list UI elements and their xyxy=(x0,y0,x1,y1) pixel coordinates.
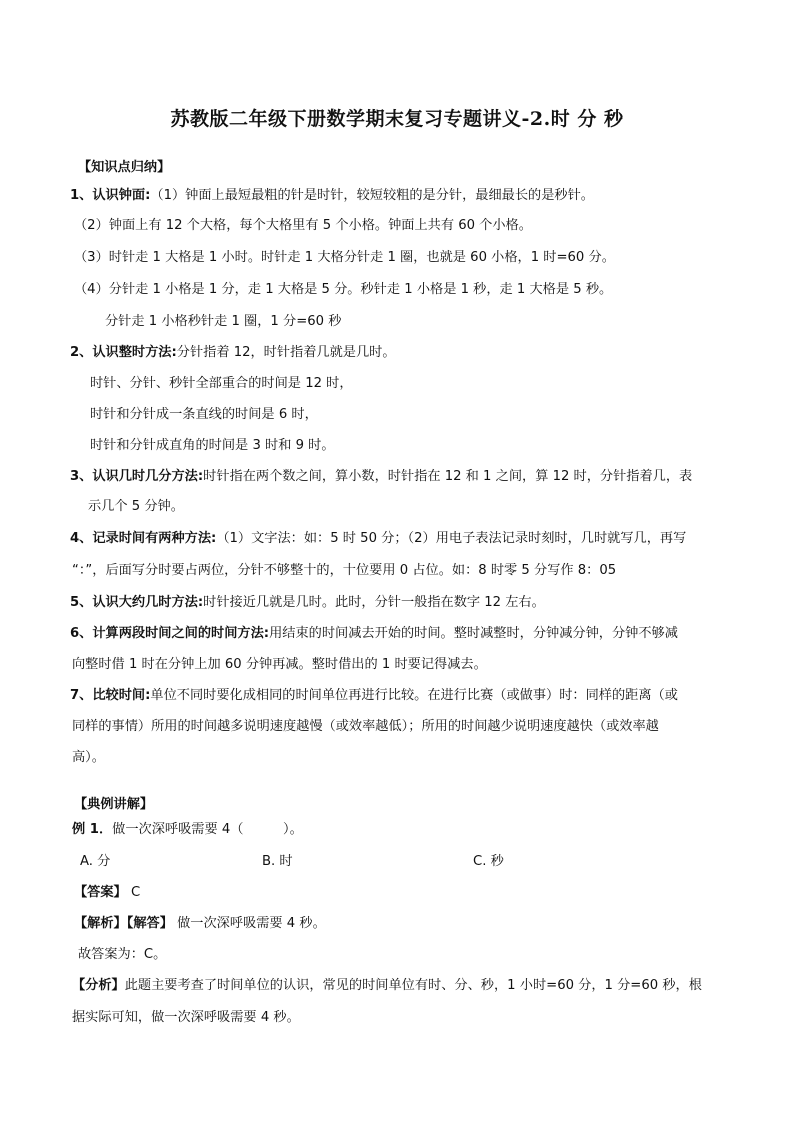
option-b: B. 时 xyxy=(262,854,293,869)
page-title: 苏教版二年级下册数学期末复习专题讲义-2.时 分 秒 xyxy=(170,108,624,130)
item-5-text: 时针接近几就是几时。此时，分针一般指在数字 12 左右。 xyxy=(203,595,545,610)
knowledge-item-1-5: 分针走 1 小格秒针走 1 圈，1 分=60 秒 xyxy=(105,314,342,329)
knowledge-item-2-1: 时针、分针、秒针全部重合的时间是 12 时， xyxy=(90,376,353,391)
conclusion-line: 故答案为：C。 xyxy=(78,947,167,962)
analysis-label: 【解析】【解答】 xyxy=(74,916,173,931)
knowledge-item-7 xyxy=(70,686,678,706)
item-4-text: （1）文字法：如：5 时 50 分；（2）用电子表法记录时刻时，几时就写几，再写 xyxy=(216,531,687,546)
knowledge-item-1-2: （2）钟面上有 12 个大格，每个大格里有 5 个小格。钟面上共有 60 个小格。 xyxy=(74,218,532,233)
fenxi-cont: 据实际可知，做一次深呼吸需要 4 秒。 xyxy=(72,1010,300,1025)
knowledge-item-2-2: 时针和分针成一条直线的时间是 6 时， xyxy=(90,407,318,422)
knowledge-item-1 xyxy=(70,186,594,206)
item-2-heading: 2、认识整时方法: xyxy=(70,345,177,360)
item-3-text: 时针指在两个数之间，算小数，时针指在 12 和 1 之间，算 12 时，分针指着几，表 xyxy=(203,469,693,484)
knowledge-item-4-cont: “：”，后面写分时要占两位，分针不够整十的，十位要用 0 占位。如：8 时零 5 分写作 8：05 xyxy=(72,563,617,578)
knowledge-item-1-3: （3）时针走 1 大格是 1 小时。时针走 1 大格分针走 1 圈，也就是 60 小格，1 时=60 分。 xyxy=(74,250,615,265)
knowledge-item-4 xyxy=(70,529,686,549)
knowledge-item-1-4: （4）分针走 1 小格是 1 分，走 1 大格是 5 分。秒针走 1 小格是 1 秒，走 1 大格是 5 秒。 xyxy=(74,282,613,297)
option-a: A. 分 xyxy=(80,854,111,869)
item-7-heading: 7、比较时间: xyxy=(70,688,151,703)
knowledge-item-7-cont2: 高）。 xyxy=(72,750,105,765)
section-examples-heading: 【典例讲解】 xyxy=(74,797,154,812)
analysis-text: 做一次深呼吸需要 4 秒。 xyxy=(177,916,326,931)
answer-line xyxy=(74,883,140,903)
item-5-heading: 5、认识大约几时方法: xyxy=(70,595,204,610)
item-1-text: （1）钟面上最短最粗的针是时针，较短较粗的是分针，最细最长的是秒针。 xyxy=(150,188,594,203)
section-knowledge-heading: 【知识点归纳】 xyxy=(78,160,171,175)
option-c: C. 秒 xyxy=(473,854,504,869)
fenxi-text: 此题主要考查了时间单位的认识，常见的时间单位有时、分、秒，1 小时=60 分，1 分=60 秒，根 xyxy=(124,978,702,993)
knowledge-item-6 xyxy=(70,624,678,644)
knowledge-item-7-cont1: 同样的事情）所用的时间越多说明速度越慢（或效率越低）；所用的时间越少说明速度越快（或效率越 xyxy=(72,719,659,734)
knowledge-item-3 xyxy=(70,467,692,487)
example-1-label: 例 1． xyxy=(72,822,113,837)
item-4-heading: 4、记录时间有两种方法: xyxy=(70,531,217,546)
knowledge-item-2-3: 时针和分针成直角的时间是 3 时和 9 时。 xyxy=(90,438,335,453)
analysis-line xyxy=(74,914,326,934)
item-6-text: 用结束的时间减去开始的时间。整时减整时，分钟减分钟，分钟不够减 xyxy=(269,626,678,641)
fenxi-line xyxy=(72,976,702,996)
knowledge-item-5 xyxy=(70,593,545,613)
knowledge-item-2 xyxy=(70,343,396,363)
item-2-text: 分针指着 12，时针指着几就是几时。 xyxy=(176,345,396,360)
item-6-heading: 6、计算两段时间之间的时间方法: xyxy=(70,626,270,641)
knowledge-item-3-cont: 示几个 5 分钟。 xyxy=(88,499,184,514)
example-1-question xyxy=(72,820,303,840)
item-7-text: 单位不同时要化成相同的时间单位再进行比较。在进行比赛（或做事）时：同样的距离（或 xyxy=(150,688,678,703)
knowledge-item-6-cont: 向整时借 1 时在分钟上加 60 分钟再减。整时借出的 1 时要记得减去。 xyxy=(72,657,487,672)
item-3-heading: 3、认识几时几分方法: xyxy=(70,469,204,484)
fenxi-label: 【分析】 xyxy=(72,978,125,993)
example-1-text: 做一次深呼吸需要 4（ ）。 xyxy=(112,822,303,837)
answer-value: C xyxy=(130,885,141,900)
answer-label: 【答案】 xyxy=(74,885,127,900)
item-1-heading: 1、认识钟面: xyxy=(70,188,151,203)
